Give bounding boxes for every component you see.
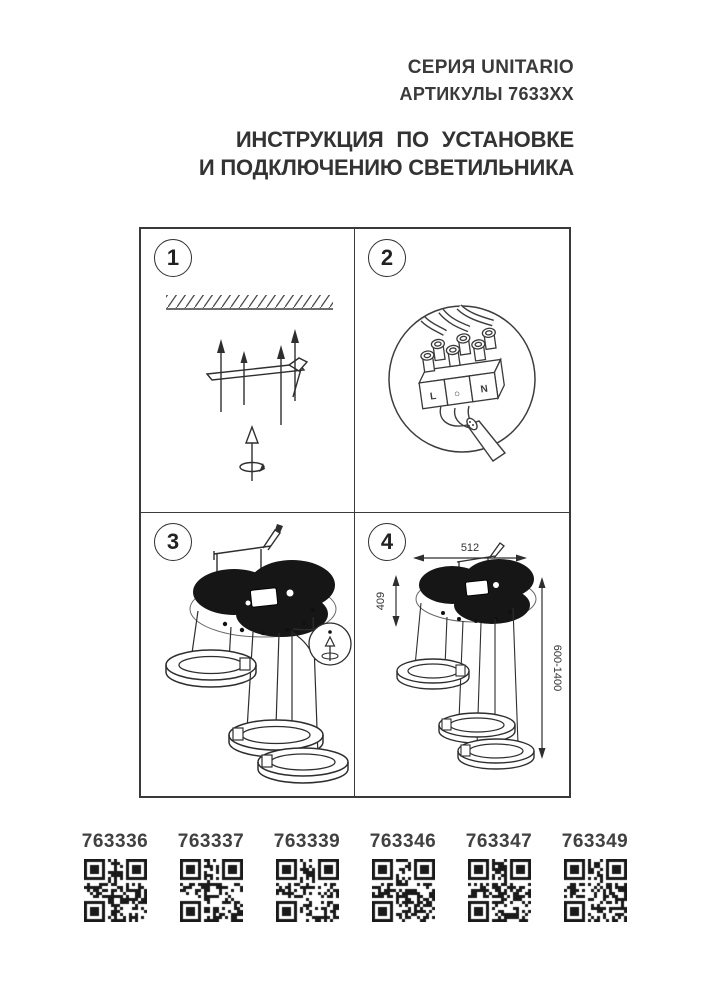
ceiling-hatch — [166, 295, 333, 309]
qr-code — [372, 859, 435, 922]
step-2-badge: 2 — [368, 239, 406, 277]
terminal-label-neutral: N — [479, 383, 489, 396]
steps-grid — [139, 227, 571, 798]
screw-rotation-icon — [240, 427, 265, 481]
brand-block — [400, 57, 574, 105]
qr-code — [180, 859, 243, 922]
article-item — [72, 831, 158, 922]
qr-code — [564, 859, 627, 922]
article-item — [360, 831, 446, 922]
article-number: 763347 — [465, 831, 533, 852]
article-number: 763339 — [273, 831, 341, 852]
page-title-line1: ИНСТРУКЦИЯ ПО УСТАНОВКЕ — [235, 127, 574, 152]
step-1-panel — [141, 229, 355, 513]
page-title-line2: И ПОДКЛЮЧЕНИЮ СВЕТИЛЬНИКА — [198, 155, 574, 180]
qr-code — [276, 859, 339, 922]
detail-callout — [293, 623, 351, 665]
mounting-bracket — [207, 329, 307, 425]
article-item — [168, 831, 254, 922]
dimension-canopy-height — [375, 575, 400, 627]
dimension-width — [413, 542, 527, 562]
dim-suspension-range-label: 600-1400 — [551, 644, 563, 691]
article-item — [456, 831, 542, 922]
step-2-panel — [355, 229, 569, 513]
article-number: 763349 — [561, 831, 629, 852]
article-number: 763336 — [81, 831, 149, 852]
page-title — [199, 126, 574, 182]
step-3-panel — [141, 513, 355, 797]
dim-canopy-height-label: 409 — [375, 591, 387, 610]
step-4-panel — [355, 513, 569, 797]
article-item — [264, 831, 350, 922]
articles-line: АРТИКУЛЫ 7633XX — [399, 84, 574, 104]
ring-1 — [397, 659, 469, 689]
step-4-badge: 4 — [368, 523, 406, 561]
article-number: 763337 — [177, 831, 245, 852]
canopy — [190, 560, 336, 637]
ring-3 — [458, 739, 534, 769]
qr-code — [84, 859, 147, 922]
terminal-label-live: L — [429, 390, 438, 403]
step-1-badge: 1 — [154, 239, 192, 277]
ring-1 — [166, 650, 256, 687]
article-number: 763346 — [369, 831, 437, 852]
dim-width-label: 512 — [460, 541, 480, 554]
article-qr-list — [72, 831, 638, 922]
dimension-suspension-range — [539, 577, 564, 759]
terminal-label-ground: ○ — [453, 388, 461, 401]
qr-code — [468, 859, 531, 922]
ring-3 — [258, 748, 348, 783]
series-name: СЕРИЯ UNITARIO — [407, 57, 574, 78]
article-item — [552, 831, 638, 922]
step-3-badge: 3 — [154, 523, 192, 561]
canopy — [416, 559, 536, 624]
